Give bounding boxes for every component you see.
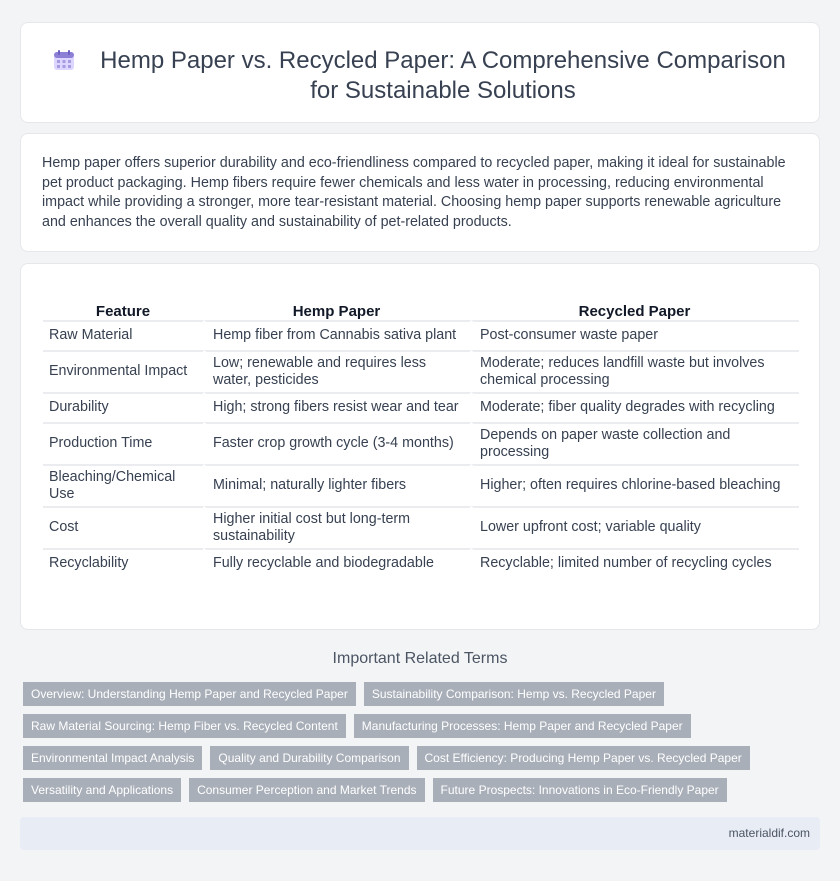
table-cell: Recyclable; limited number of recycling cycles — [470, 548, 799, 578]
table-cell: Raw Material — [43, 320, 203, 350]
table-row — [43, 422, 799, 464]
table-row — [43, 392, 799, 422]
related-term-tag[interactable]: Versatility and Applications — [23, 778, 181, 802]
calendar-icon — [52, 48, 76, 72]
column-header-hemp-paper: Hemp Paper — [292, 303, 381, 320]
table-row — [43, 350, 799, 392]
table-row — [43, 548, 799, 578]
related-term-tag[interactable]: Future Prospects: Innovations in Eco-Friendly Paper — [433, 778, 727, 802]
table-cell: Cost — [43, 506, 203, 548]
related-term-tag[interactable]: Raw Material Sourcing: Hemp Fiber vs. Recycled Content — [23, 714, 346, 738]
comparison-table-card — [20, 263, 820, 630]
table-row — [43, 320, 799, 350]
related-term-tag[interactable]: Quality and Durability Comparison — [210, 746, 408, 770]
table-cell: Depends on paper waste collection and processing — [470, 422, 799, 464]
related-term-tag[interactable]: Sustainability Comparison: Hemp vs. Recycled Paper — [364, 682, 664, 706]
header-card — [20, 22, 820, 123]
table-cell: Environmental Impact — [43, 350, 203, 392]
footer — [20, 817, 820, 850]
footer-site-link[interactable]: materialdif.com — [728, 826, 810, 840]
table-cell: Higher; often requires chlorine-based bleaching — [470, 464, 799, 506]
table-cell: Post-consumer waste paper — [470, 320, 799, 350]
table-cell: Bleaching/Chemical Use — [43, 464, 203, 506]
table-cell: High; strong fibers resist wear and tear — [203, 392, 470, 422]
table-row — [43, 464, 799, 506]
related-terms-list — [23, 682, 823, 810]
related-term-tag[interactable]: Environmental Impact Analysis — [23, 746, 202, 770]
table-row — [43, 506, 799, 548]
column-header-recycled-paper: Recycled Paper — [578, 303, 691, 320]
column-header-feature: Feature — [95, 303, 151, 320]
comparison-table — [43, 297, 799, 578]
table-cell: Low; renewable and requires less water, pesticides — [203, 350, 470, 392]
intro-card — [20, 133, 820, 252]
related-term-tag[interactable]: Manufacturing Processes: Hemp Paper and Recycled Paper — [354, 714, 691, 738]
table-cell: Production Time — [43, 422, 203, 464]
page-title: Hemp Paper vs. Recycled Paper: A Comprehensive Comparison for Sustainable Solutions — [100, 47, 786, 104]
table-cell: Hemp fiber from Cannabis sativa plant — [203, 320, 470, 350]
table-cell: Lower upfront cost; variable quality — [470, 506, 799, 548]
table-cell: Durability — [43, 392, 203, 422]
table-cell: Fully recyclable and biodegradable — [203, 548, 470, 578]
intro-paragraph: Hemp paper offers superior durability and eco-friendliness compared to recycled paper, making it ideal for sustainable pet product packaging. Hemp fibers require fewer chemicals and less water in processing, reducing environmental impact while providing a stronger, more tear-resistant material. Choosing hemp paper supports renewable agriculture and enhances the overall quality and sustainability of pet-related products. — [42, 155, 786, 230]
related-terms-heading: Important Related Terms — [332, 650, 508, 667]
related-term-tag[interactable]: Consumer Perception and Market Trends — [189, 778, 424, 802]
table-cell: Recyclability — [43, 548, 203, 578]
related-term-tag[interactable]: Overview: Understanding Hemp Paper and Recycled Paper — [23, 682, 356, 706]
table-cell: Minimal; naturally lighter fibers — [203, 464, 470, 506]
table-cell: Faster crop growth cycle (3-4 months) — [203, 422, 470, 464]
related-term-tag[interactable]: Cost Efficiency: Producing Hemp Paper vs. Recycled Paper — [417, 746, 750, 770]
table-cell: Moderate; reduces landfill waste but involves chemical processing — [470, 350, 799, 392]
table-header-row — [43, 297, 799, 320]
table-cell: Moderate; fiber quality degrades with recycling — [470, 392, 799, 422]
table-cell: Higher initial cost but long-term sustainability — [203, 506, 470, 548]
